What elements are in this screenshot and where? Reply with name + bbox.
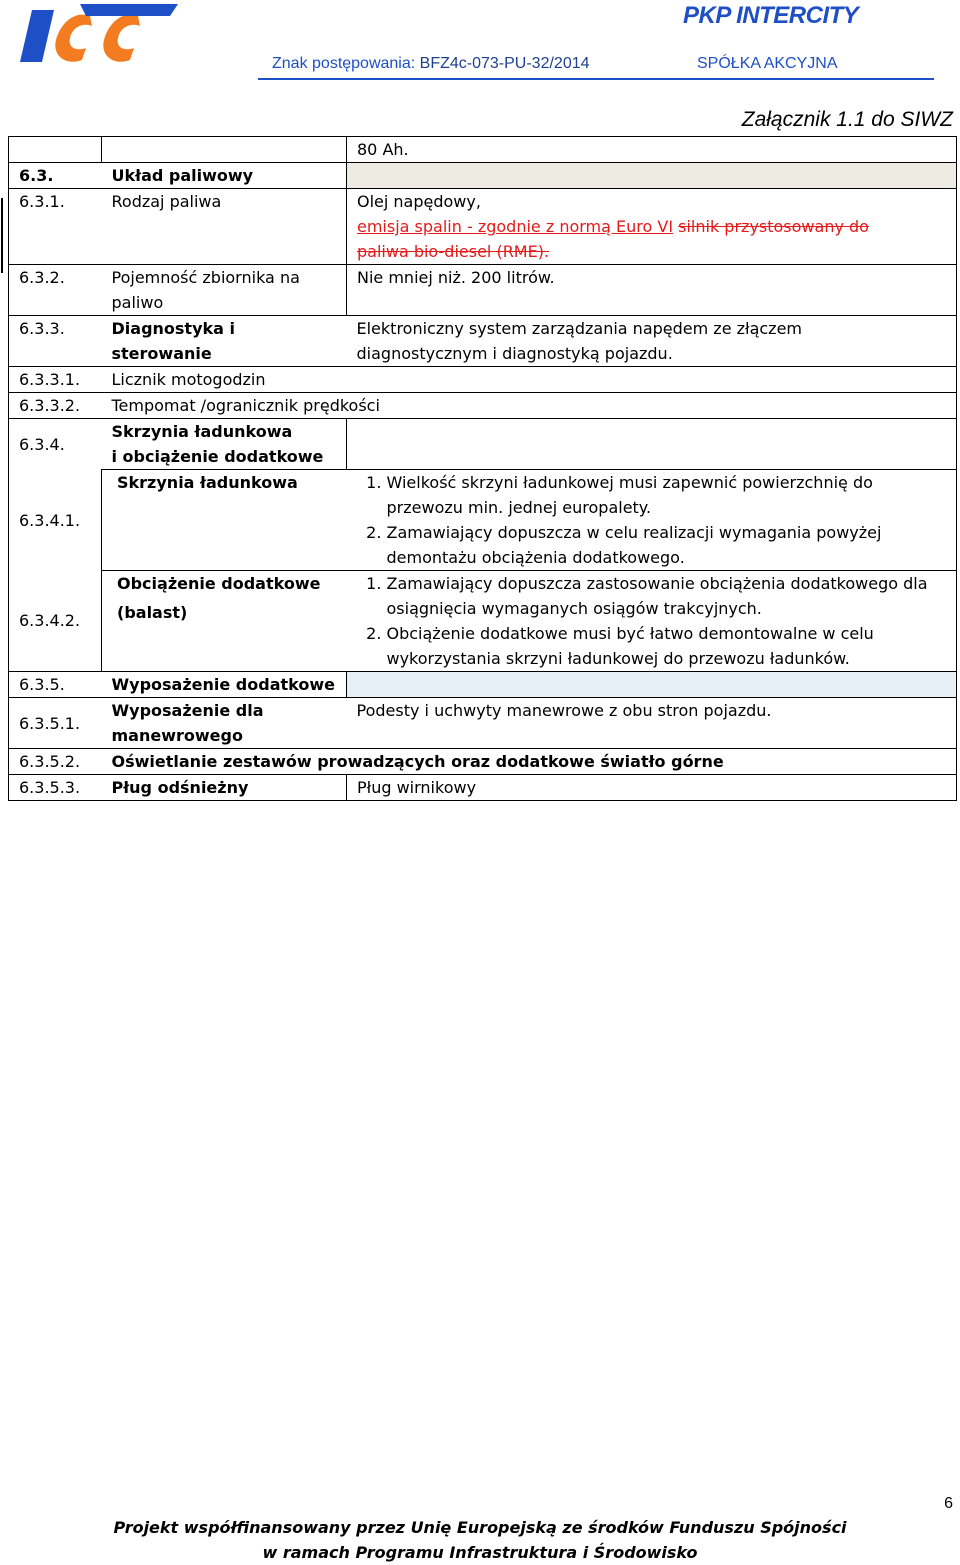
row-label: Pług odśnieżny xyxy=(111,778,249,797)
page-header xyxy=(0,0,960,90)
table-row xyxy=(9,163,957,189)
row-number: 6.3. xyxy=(19,166,54,185)
specification-table xyxy=(8,136,957,801)
row-label: Układ paliwowy xyxy=(111,166,254,185)
page-number: 6 xyxy=(944,1495,953,1512)
row-label: Diagnostyka i sterowanie xyxy=(111,319,235,363)
value-cell: Podesty i uchwyty manewrowe z obu stron pojazdu. xyxy=(347,698,957,749)
row-number: 6.3.3. xyxy=(19,319,65,338)
value-cell: Pług wirnikowy xyxy=(347,775,957,801)
row-number: 6.3.4. xyxy=(19,434,65,454)
procurement-code xyxy=(272,55,590,73)
table-row xyxy=(9,672,957,698)
list-item: 2. Zamawiający dopuszcza w celu realizacji wymagania powyżej demontażu obciążenia dodatkowego. xyxy=(387,520,947,570)
change-bar xyxy=(1,198,3,273)
icc-logo xyxy=(20,2,180,68)
tracked-deletion: silnik przystosowany do xyxy=(678,217,869,236)
table-row xyxy=(9,316,957,367)
row-label: Skrzynia ładunkowa xyxy=(117,473,298,492)
table-row xyxy=(9,189,957,265)
attachment-label: Załącznik 1.1 do SIWZ xyxy=(741,108,953,131)
row-number: 6.3.4.1. xyxy=(19,510,81,530)
value-cell xyxy=(347,571,957,672)
value-cell: Olej napędowy, emisja spalin - zgodnie z normą Euro VI silnik przystosowany do paliwa bio-diesel (RME). xyxy=(347,189,957,265)
table-row xyxy=(9,137,957,163)
table-row: 6.3.5.1. Wyposażenie dla manewrowego Podesty i uchwyty manewrowe z obu stron pojazdu. xyxy=(9,698,957,749)
procurement-code-label: Znak postępowania: xyxy=(272,55,420,72)
table-row xyxy=(9,367,957,393)
table-row xyxy=(9,470,957,571)
row-number: 6.3.4.2. xyxy=(19,611,81,631)
table-row: 6.3.2. Pojemność zbiornika na paliwo Nie mniej niż. 200 litrów. xyxy=(9,265,957,316)
brand-name: PKP INTERCITY xyxy=(683,2,859,29)
row-number: 6.3.5.2. xyxy=(19,752,81,771)
table-row xyxy=(9,749,957,775)
list-item: 1. Zamawiający dopuszcza zastosowanie obciążenia dodatkowego dla osiągnięcia wymaganych osiągów trakcyjnych. xyxy=(387,571,947,621)
row-number: 6.3.5. xyxy=(19,675,65,694)
header-rule xyxy=(258,78,934,80)
procurement-code-value: BFZ4c-073-PU-32/2014 xyxy=(419,55,590,72)
list-item: 2. Obciążenie dodatkowe musi być łatwo demontowalne w celu wykorzystania skrzyni ładunkowej do przewozu ładunków. xyxy=(387,621,947,671)
table-row: 6.3.4.2. Obciążenie dodatkowe (balast) 1. Zamawiający dopuszcza zastosowanie obciążenia dodatkowego dla osiągnięcia wymaganych osiągów trakcyjnych. 2. Obciążenie dodatkowe musi być łatwo demontowalne w celu wykorzystania skrzyni ładunkowej do przewozu ładunków. xyxy=(9,571,957,672)
footer-line-2: w ramach Programu Infrastruktura i Środowisko xyxy=(262,1543,698,1562)
row-label: Tempomat /ogranicznik prędkości xyxy=(111,396,380,415)
table-row xyxy=(9,775,957,801)
row-number: 6.3.3.2. xyxy=(19,396,81,415)
row-label: Oświetlanie zestawów prowadzących oraz dodatkowe światło górne xyxy=(111,752,724,771)
list-item: 1. Wielkość skrzyni ładunkowej musi zapewnić powierzchnię do przewozu min. jednej europalety. xyxy=(387,470,947,520)
footer-line-1: Projekt współfinansowany przez Unię Europejską ze środków Funduszu Spójności xyxy=(113,1518,847,1537)
tracked-insertion: emisja spalin - zgodnie z normą Euro VI xyxy=(357,217,674,236)
row-label: Licznik motogodzin xyxy=(111,370,266,389)
row-number: 6.3.2. xyxy=(19,268,65,287)
row-number: 6.3.3.1. xyxy=(19,370,81,389)
row-number: 6.3.1. xyxy=(19,192,65,211)
tracked-deletion: paliwa bio-diesel (RME). xyxy=(357,242,550,261)
value-cell: Nie mniej niż. 200 litrów. xyxy=(347,265,957,316)
value-cell: Elektroniczny system zarządzania napędem ze złączem diagnostycznym i diagnostyką pojazdu. xyxy=(347,316,957,367)
company-type: SPÓŁKA AKCYJNA xyxy=(697,55,838,72)
table-row xyxy=(9,393,957,419)
value-cell xyxy=(347,470,957,571)
row-label: Rodzaj paliwa xyxy=(111,192,222,211)
row-number: 6.3.5.1. xyxy=(19,713,81,733)
value-cell: 80 Ah. xyxy=(347,137,957,163)
row-label: Wyposażenie dodatkowe xyxy=(111,675,335,694)
table-row: 6.3.4. Skrzynia ładunkowa i obciążenie dodatkowe xyxy=(9,419,957,470)
row-number: 6.3.5.3. xyxy=(19,778,81,797)
